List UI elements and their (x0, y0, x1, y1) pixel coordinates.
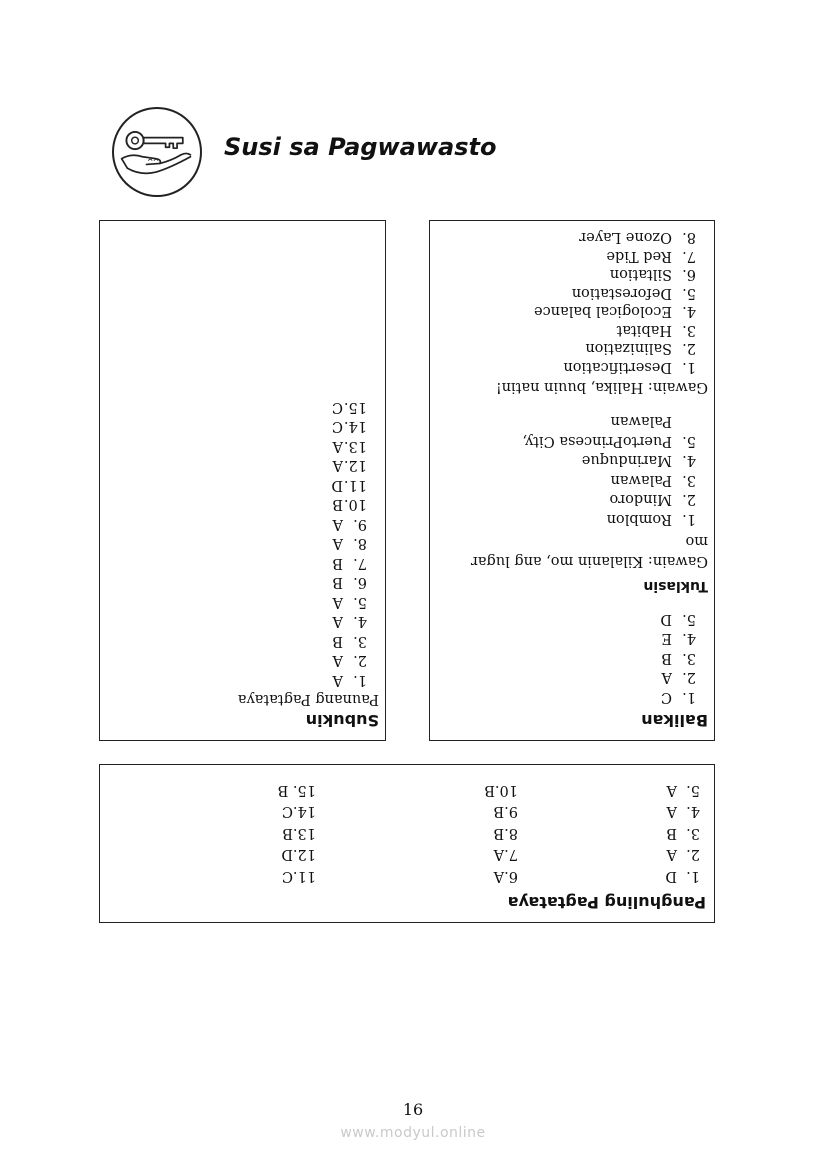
balikan-heading: Balikan (641, 711, 708, 730)
list-item: 11.D (331, 477, 367, 493)
list-item: 1.Desertification (563, 359, 696, 375)
list-item: 5.D (660, 611, 696, 627)
list-item: 6.B (332, 574, 367, 591)
list-item: 2.Salinization (585, 340, 696, 357)
subukin-heading: Subukin (305, 711, 379, 730)
gawain-kilalanin-cont: mo (685, 533, 708, 549)
list-item: 4.Marinduque (581, 452, 696, 469)
list-item: 10.B (332, 496, 367, 513)
places-list (522, 411, 696, 528)
key-in-hand-icon (114, 109, 200, 195)
list-item: 5.A (332, 594, 367, 610)
list-item-cont: Palawan (610, 413, 672, 430)
list-item: 3.Palawan (610, 472, 696, 488)
list-item: 15.C (331, 399, 367, 415)
list-item: 8.B (493, 825, 518, 841)
panghuling-col-3 (278, 779, 316, 887)
list-item: 14.C (281, 803, 316, 820)
list-item: 12.D (281, 846, 316, 863)
list-item: 12.A (332, 457, 367, 474)
list-item: 2.A (332, 652, 367, 669)
list-item: 1.A (332, 672, 367, 688)
panghuling-heading: Panghuling Pagtataya (507, 893, 706, 912)
list-item: 1. D (665, 868, 700, 884)
panghuling-box (99, 764, 715, 923)
list-item: 7.Red Tide (606, 248, 696, 264)
subukin-subheading: Paunang Pagtataya (237, 691, 379, 707)
tuklasin-heading: Tuklasin (643, 578, 708, 594)
page-number: 16 (402, 1100, 424, 1119)
balikan-box (429, 220, 715, 741)
panghuling-col-1 (665, 779, 700, 887)
list-item: 13.B (282, 825, 316, 841)
list-item: 13.A (332, 438, 367, 454)
list-item: 10.B (484, 782, 518, 798)
list-item: 5. A (666, 782, 700, 798)
list-item: 11.C (281, 868, 316, 884)
balikan-answers (660, 609, 696, 707)
list-item: 3. B (666, 825, 700, 841)
list-item: 1.Romblon (606, 511, 696, 527)
list-item: 8.Ozone Layer (579, 229, 696, 246)
gawain-kilalanin: Gawain: Kilalanin mo, ang lugar (470, 553, 708, 569)
list-item: 14.C (331, 418, 367, 435)
subukin-box (99, 220, 386, 741)
list-item: 7.A (493, 846, 518, 863)
page-title: Susi sa Pagwawasto (224, 133, 497, 161)
list-item: 4. A (666, 803, 700, 820)
list-item: 2.Mindoro (609, 491, 696, 508)
list-item: 9.B (493, 803, 518, 820)
list-item: 6.Siltation (609, 266, 696, 283)
list-item: 7.B (332, 555, 367, 571)
list-item: 8.A (332, 535, 367, 552)
gawain-buuin: Gawain: Halika, buuin natin! (495, 379, 708, 395)
list-item: 3.Habitat (616, 322, 696, 338)
list-item: 5.Deforestation (571, 285, 696, 301)
list-item: 6.A (493, 868, 518, 884)
list-item: 9.A (332, 516, 367, 532)
list-item: 4.Ecological balance (534, 303, 696, 320)
list-item: 2.A (661, 669, 696, 686)
list-item: 4.E (661, 630, 696, 647)
list-item: 4.A (332, 613, 367, 630)
list-item: 5.PuertoPrincesa City, (522, 433, 696, 449)
list-item: 3.B (332, 633, 367, 649)
watermark: www.modyul.online (340, 1125, 486, 1141)
panghuling-col-2 (484, 779, 518, 887)
list-item: 3.B (661, 650, 696, 666)
list-item: 15. B (277, 782, 316, 798)
answer-key-logo (112, 107, 202, 197)
subukin-answers (331, 397, 367, 690)
list-item: 1.C (660, 689, 696, 705)
terms-list (534, 228, 696, 376)
list-item: 2. A (666, 846, 700, 863)
